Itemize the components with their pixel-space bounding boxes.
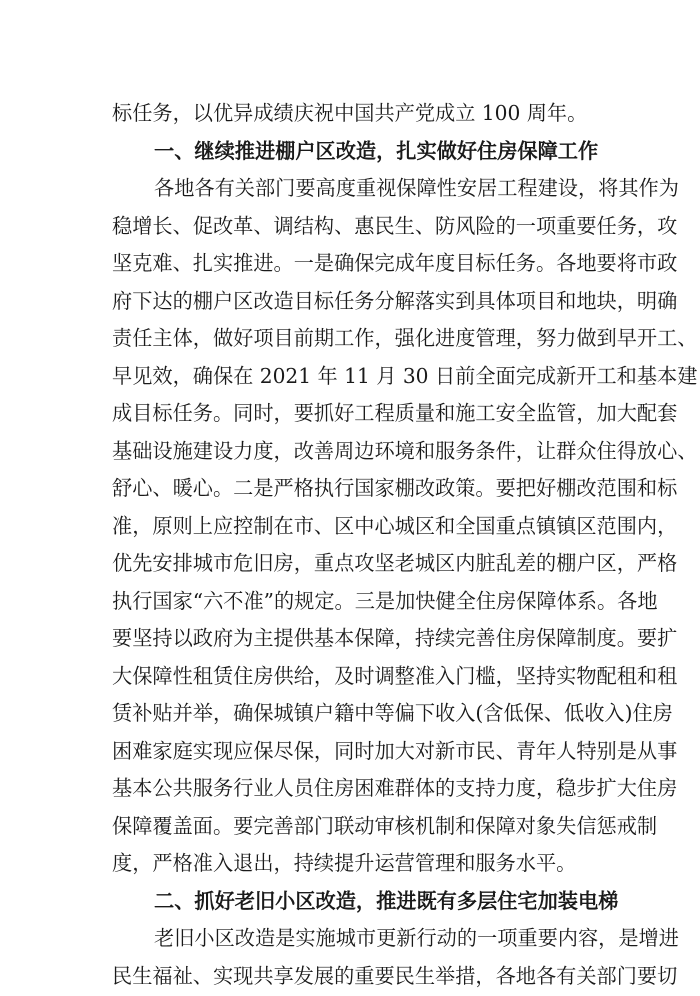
paragraph-line: 成目标任务。同时，要抓好工程质量和施工安全监管，加大配套 [112,401,678,425]
paragraph-line: 坚克难、扎实推进。一是确保完成年度目标任务。各地要将市政 [112,251,678,275]
paragraph-line: 民生福祉、实现共享发展的重要民生举措，各地各有关部门要切 [112,964,678,988]
paragraph-line: 标任务，以优异成绩庆祝中国共产党成立 100 周年。 [112,101,588,125]
paragraph-line: 责任主体，做好项目前期工作，强化进度管理，努力做到早开工、 [112,326,698,350]
paragraph-line: 老旧小区改造是实施城市更新行动的一项重要内容，是增进 [154,926,679,950]
section-heading-2: 二、抓好老旧小区改造，推进既有多层住宅加装电梯 [154,889,619,913]
paragraph-line: 大保障性租赁住房供给，及时调整准入门槛，坚持实物配租和租 [112,664,678,688]
paragraph-line: 各地各有关部门要高度重视保障性安居工程建设，将其作为 [154,176,679,200]
paragraph-line: 舒心、暖心。二是严格执行国家棚改政策。要把好棚改范围和标 [112,476,678,500]
paragraph-line: 执行国家“六不准”的规定。三是加快健全住房保障体系。各地 [112,589,658,613]
paragraph-line: 基本公共服务行业人员住房困难群体的支持力度，稳步扩大住房 [112,776,678,800]
paragraph-line: 度，严格准入退出，持续提升运营管理和服务水平。 [112,851,577,875]
paragraph-line: 困难家庭实现应保尽保，同时加大对新市民、青年人特别是从事 [112,739,678,763]
paragraph-line: 基础设施建设力度，改善周边环境和服务条件，让群众住得放心、 [112,439,698,463]
section-heading-1: 一、继续推进棚户区改造，扎实做好住房保障工作 [154,139,599,163]
paragraph-line: 优先安排城市危旧房，重点攻坚老城区内脏乱差的棚户区，严格 [112,551,678,575]
paragraph-line: 准，原则上应控制在市、区中心城区和全国重点镇镇区范围内， [112,514,678,538]
paragraph-line: 赁补贴并举，确保城镇户籍中等偏下收入(含低保、低收入)住房 [112,701,673,725]
paragraph-line: 稳增长、促改革、调结构、惠民生、防风险的一项重要任务，攻 [112,214,678,238]
paragraph-line: 早见效，确保在 2021 年 11 月 30 日前全面完成新开工和基本建 [112,364,698,388]
paragraph-line: 保障覆盖面。要完善部门联动审核机制和保障对象失信惩戒制 [112,814,658,838]
paragraph-line: 要坚持以政府为主提供基本保障，持续完善住房保障制度。要扩 [112,626,678,650]
paragraph-line: 府下达的棚户区改造目标任务分解落实到具体项目和地块，明确 [112,289,678,313]
